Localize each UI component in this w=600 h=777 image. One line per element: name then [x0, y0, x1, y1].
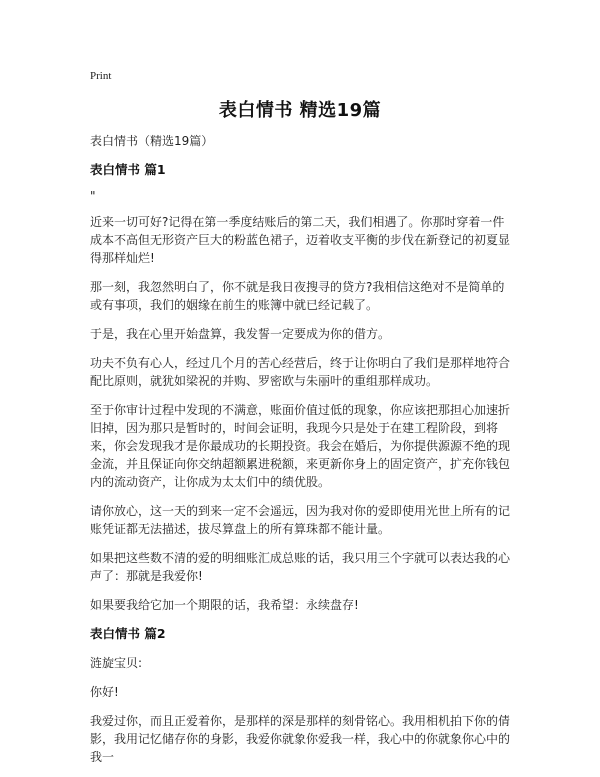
section-heading-2: 表白情书 篇2 — [90, 626, 166, 641]
greeting: 你好! — [90, 685, 119, 699]
paragraph: 至于你审计过程中发现的不满意，账面价值过低的现象，你应该把那担心加速折旧掉，因为那只是暂时的，时间会证明，我现今只是处于在建工程阶段，到将来，你会发现我才是你最成功的长期投资。我会在婚后，为你提供源源不绝的现金流，并且保证向你交纳超额累进税额，来更新你身上的固定资产，扩充你钱包内的流动资产，让你成为太太们中的绩优股。 — [90, 403, 511, 489]
section-marker: " — [90, 189, 96, 203]
salutation: 涟旋宝贝: — [90, 656, 143, 670]
paragraph: 近来一切可好?记得在第一季度结账后的第二天，我们相遇了。你那时穿着一件成本不高但无形资产巨大的粉蓝色裙子，迈着收支平衡的步伐在新登记的初夏显得那样灿烂! — [90, 215, 511, 265]
paragraph: 我爱过你，而且正爱着你，是那样的深是那样的刻骨铭心。我用相机拍下你的倩影，我用记忆储存你的身影，我爱你就象你爱我一样，我心中的你就象你心中的我一 — [90, 714, 511, 764]
section-heading-1: 表白情书 篇1 — [90, 162, 166, 177]
page-title: 表白情书 精选19篇 — [218, 100, 382, 121]
paragraph: 那一刻，我忽然明白了，你不就是我日夜搜寻的贷方?我相信这绝对不是简单的或有事项，我们的姻缘在前生的账簿中就已经记载了。 — [90, 280, 505, 312]
paragraph: 于是，我在心里开始盘算，我发誓一定要成为你的借方。 — [90, 327, 391, 341]
paragraph: 功夫不负有心人，经过几个月的苦心经营后，终于让你明白了我们是那样地符合配比原则，就犹如梁祝的并购、罗密欧与朱丽叶的重组那样成功。 — [90, 356, 511, 388]
paragraph: 如果要我给它加一个期限的话，我希望：永续盘存! — [90, 598, 359, 612]
print-label: Print — [90, 70, 112, 82]
document-body — [90, 132, 514, 777]
paragraph: 请你放心，这一天的到来一定不会遥远，因为我对你的爱即使用光世上所有的记账凭证都无法描述，拔尽算盘上的所有算珠都不能计量。 — [90, 504, 511, 536]
paragraph: 如果把这些数不清的爱的明细账汇成总账的话，我只用三个字就可以表达我的心声了：那就是我爱你! — [90, 551, 511, 583]
intro-line: 表白情书（精选19篇） — [90, 134, 214, 148]
